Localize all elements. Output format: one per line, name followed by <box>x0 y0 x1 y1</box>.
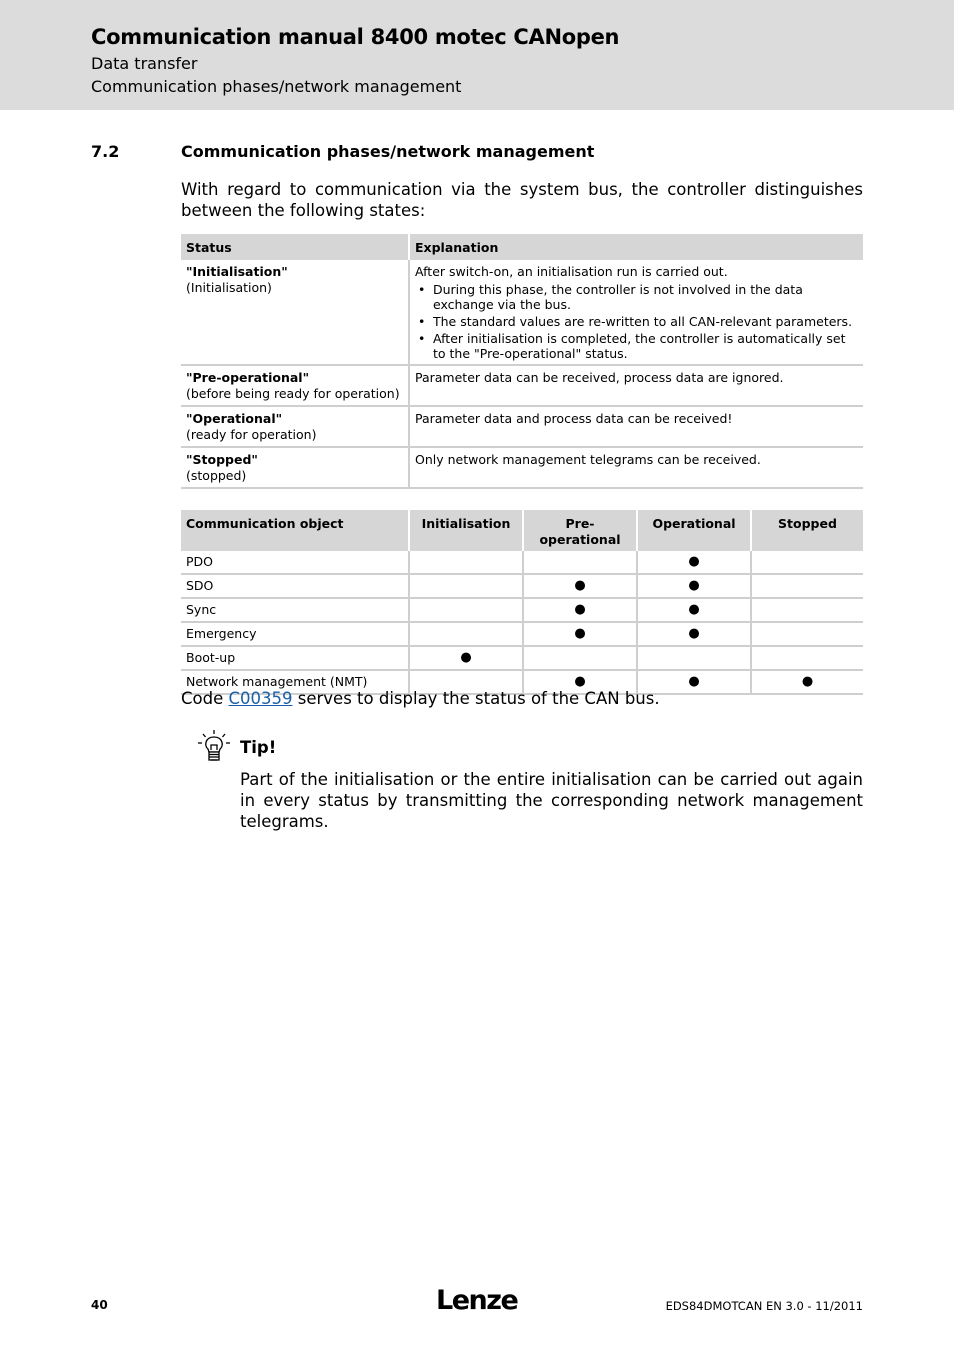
object-name: Emergency <box>181 623 408 647</box>
status-header: Status <box>181 234 408 260</box>
tip-label: Tip! <box>240 738 277 757</box>
page-number: 40 <box>91 1298 108 1312</box>
status-subtitle: (Initialisation) <box>186 280 272 295</box>
object-name: SDO <box>181 575 408 599</box>
intro-paragraph: With regard to communication via the system bus, the controller distinguishes between the following states: <box>181 180 863 220</box>
table-row <box>181 260 863 366</box>
state-cell <box>408 623 522 647</box>
state-cell: ● <box>522 575 636 599</box>
state-cell <box>522 551 636 575</box>
pre-operational-header: Pre-operational <box>522 510 636 551</box>
state-cell <box>750 575 863 599</box>
state-cell <box>408 599 522 623</box>
state-cell <box>522 647 636 671</box>
table-row <box>181 623 863 647</box>
code-reference-line <box>181 689 660 708</box>
state-cell <box>750 623 863 647</box>
state-cell <box>750 647 863 671</box>
table-row <box>181 448 863 489</box>
state-cell: ● <box>636 551 750 575</box>
explanation-text: After switch-on, an initialisation run is carried out. <box>415 264 728 279</box>
status-table <box>181 234 863 489</box>
state-cell: ● <box>636 671 750 695</box>
status-name: "Stopped" <box>186 452 258 467</box>
status-name: "Initialisation" <box>186 264 288 279</box>
state-cell <box>408 551 522 575</box>
bullet-item: • The standard values are re-written to all CAN-relevant parameters. <box>415 314 858 329</box>
state-cell: ● <box>522 599 636 623</box>
state-cell: ● <box>636 599 750 623</box>
lightbulb-icon <box>196 729 232 763</box>
manual-title: Communication manual 8400 motec CANopen <box>91 25 620 49</box>
stopped-header: Stopped <box>750 510 863 551</box>
object-name: Network management (NMT) <box>181 671 408 695</box>
bullet-item: • During this phase, the controller is not involved in the data exchange via the bus. <box>415 282 858 312</box>
state-cell <box>750 551 863 575</box>
status-subtitle: (stopped) <box>186 468 247 483</box>
document-id: EDS84DMOTCAN EN 3.0 - 11/2011 <box>665 1299 863 1313</box>
explanation-text: Parameter data and process data can be received! <box>415 411 733 426</box>
explanation-bullets <box>415 282 858 361</box>
state-cell: ● <box>636 623 750 647</box>
state-cell: ● <box>522 623 636 647</box>
explanation-header: Explanation <box>408 234 863 260</box>
object-name: Sync <box>181 599 408 623</box>
object-name: PDO <box>181 551 408 575</box>
table-row <box>181 599 863 623</box>
status-subtitle: (before being ready for operation) <box>186 386 400 401</box>
lenze-logo: Lenze <box>436 1285 518 1316</box>
code-suffix: serves to display the status of the CAN bus. <box>297 689 660 708</box>
breadcrumb-section: Communication phases/network management <box>91 77 462 96</box>
state-cell <box>750 599 863 623</box>
table-row <box>181 407 863 448</box>
explanation-text: Only network management telegrams can be received. <box>415 452 761 467</box>
state-cell <box>636 647 750 671</box>
operational-header: Operational <box>636 510 750 551</box>
section-title: Communication phases/network management <box>181 142 595 161</box>
object-name: Boot-up <box>181 647 408 671</box>
code-prefix: Code <box>181 689 224 708</box>
initialisation-header: Initialisation <box>408 510 522 551</box>
state-cell: ● <box>636 575 750 599</box>
tip-text: Part of the initialisation or the entire initialisation can be carried out again in every status by transmitting the corresponding network management telegrams. <box>240 770 863 831</box>
bullet-item: • After initialisation is completed, the controller is automatically set to the "Pre-operational" status. <box>415 331 858 361</box>
table-row <box>181 551 863 575</box>
state-cell: ● <box>408 647 522 671</box>
state-cell <box>408 575 522 599</box>
status-subtitle: (ready for operation) <box>186 427 317 442</box>
table-row <box>181 647 863 671</box>
explanation-text: Parameter data can be received, process data are ignored. <box>415 370 784 385</box>
state-cell: ● <box>522 671 636 695</box>
communication-object-table <box>181 510 863 695</box>
state-cell: ● <box>750 671 863 695</box>
status-name: "Operational" <box>186 411 283 426</box>
code-link[interactable]: C00359 <box>228 689 293 708</box>
object-header: Communication object <box>181 510 408 551</box>
section-number: 7.2 <box>91 142 120 161</box>
breadcrumb-chapter: Data transfer <box>91 54 198 73</box>
table-row <box>181 366 863 407</box>
table-row <box>181 575 863 599</box>
status-name: "Pre-operational" <box>186 370 310 385</box>
page-header <box>0 0 954 110</box>
